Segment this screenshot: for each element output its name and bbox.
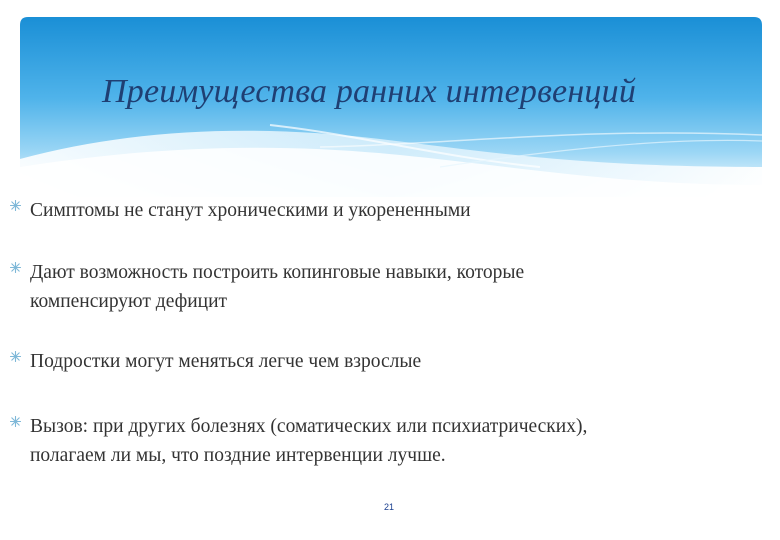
bullet-text	[30, 347, 750, 376]
bullet-line: Симптомы не станут хроническими и укорененными	[30, 200, 471, 221]
bullet-line: Дают возможность построить копинговые навыки, которые	[30, 262, 525, 283]
bullet-line: компенсируют дефицит	[30, 291, 228, 312]
asterisk-icon	[10, 416, 21, 427]
page-number: 21	[384, 502, 395, 512]
asterisk-icon	[10, 262, 21, 273]
bullet-text	[30, 412, 750, 470]
bullet-text	[30, 258, 750, 316]
bullet-line: полагаем ли мы, что поздние интервенции лучше.	[30, 445, 446, 466]
bullet-text	[30, 196, 750, 225]
asterisk-icon	[10, 200, 21, 211]
bullet-line: Подростки могут меняться легче чем взрослые	[30, 351, 422, 372]
bullet-line: Вызов: при других болезнях (соматических или психиатрических),	[30, 416, 588, 437]
slide-title: Преимущества ранних интервенций	[102, 73, 637, 110]
asterisk-icon	[10, 351, 21, 362]
